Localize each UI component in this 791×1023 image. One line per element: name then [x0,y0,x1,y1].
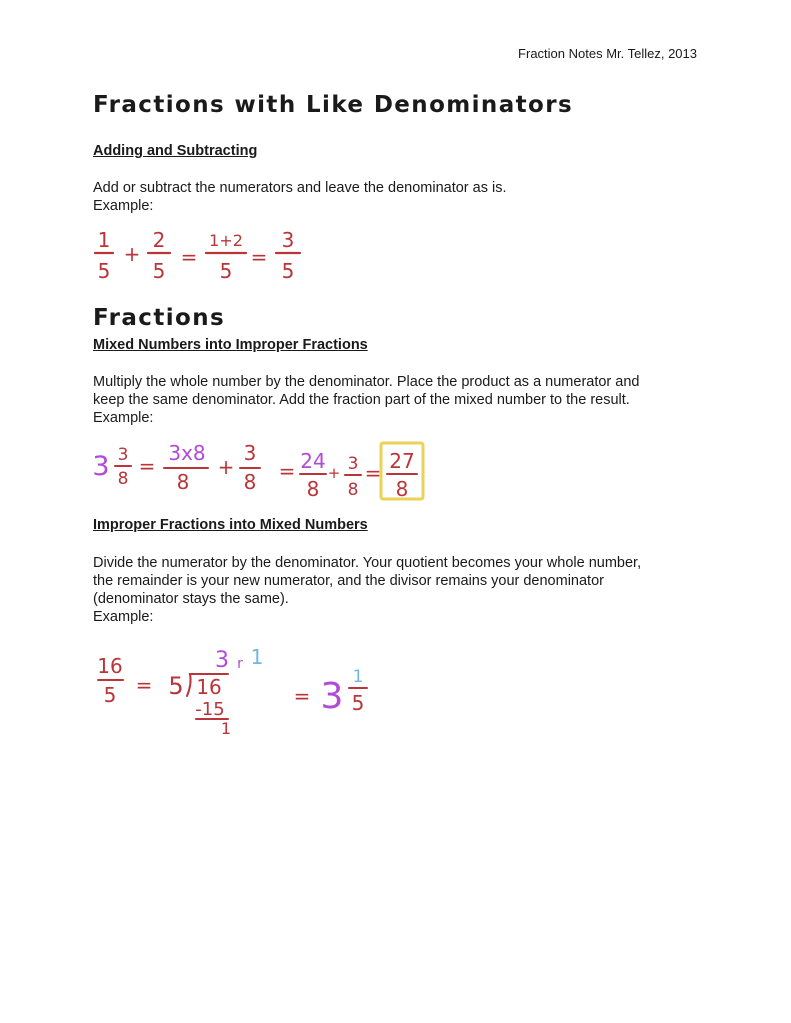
example3-equals: = [135,673,153,697]
long-division-divisor: 5 [168,672,184,700]
example2-denominator: 8 [117,469,129,489]
example3-denominator: 5 [103,683,117,707]
instruction-text [93,179,703,215]
handwritten-example-1 [90,226,320,288]
example2-whole: 3 [92,451,110,482]
example3-equals: = [293,684,311,708]
instruction-line: Add or subtract the numerators and leave the denominator as is. [93,180,507,196]
example1-numerator: 3 [281,228,295,252]
long-division-remainder-mark: r [237,656,243,672]
header-note: Fraction Notes Mr. Tellez, 2013 [518,46,697,61]
example1-numerator: 2 [152,228,166,252]
example-label: Example: [93,198,154,214]
handwritten-example-3 [90,640,380,738]
example1-denominator: 5 [152,259,166,283]
subheading-adding-subtracting: Adding and Subtracting [93,143,258,159]
example1-numerator: 1 [97,228,111,252]
long-division-dividend: 16 [196,675,222,699]
long-division-quotient: 3 [215,648,229,673]
example1-numerator: 1+2 [209,231,243,250]
subheading-mixed-to-improper: Mixed Numbers into Improper Fractions [93,337,368,353]
example1-operator: + [123,242,141,266]
example2-operator: + [217,455,235,479]
example2-numerator: 3 [243,441,257,465]
example3-result-numerator: 1 [352,667,364,687]
example2-numerator: 3 [117,445,129,465]
example2-denominator: 8 [347,480,359,500]
instruction-line: Multiply the whole number by the denominator. Place the product as a numerator and [93,374,640,390]
instruction-line: keep the same denominator. Add the fraction part of the mixed number to the result. [93,392,630,408]
section-title-fractions: Fractions [93,305,226,331]
example2-equals: = [138,454,156,478]
example2-denominator: 8 [306,477,320,501]
example2-operator: + [327,464,341,482]
example3-whole: 3 [320,676,344,717]
example2-equals: = [364,461,382,485]
instruction-line: Divide the numerator by the denominator. Your quotient becomes your whole number, [93,555,642,571]
example2-result-denominator: 8 [395,477,409,501]
long-division-remainder: 1 [250,645,264,669]
example3-result-denominator: 5 [351,691,365,715]
example1-equals: = [180,245,198,269]
handwritten-example-2 [90,438,435,504]
instruction-line: the remainder is your new numerator, and the divisor remains your denominator [93,573,604,589]
example2-numerator: 24 [300,449,326,473]
example1-denominator: 5 [97,259,111,283]
example-label: Example: [93,609,154,625]
example2-denominator: 8 [176,470,190,494]
example-label: Example: [93,410,154,426]
example2-numerator: 3x8 [168,441,206,465]
example2-equals: = [278,459,296,483]
instruction-text [93,373,703,427]
example3-numerator: 16 [97,654,123,678]
example1-denominator: 5 [219,259,233,283]
example1-denominator: 5 [281,259,295,283]
long-division-difference: 1 [220,719,232,738]
long-division-subtract: -15 [195,699,225,720]
subheading-improper-to-mixed: Improper Fractions into Mixed Numbers [93,517,368,533]
example1-equals: = [250,245,268,269]
example2-denominator: 8 [243,470,257,494]
example2-numerator: 3 [347,454,359,474]
instruction-line: (denominator stays the same). [93,591,289,607]
example2-result-numerator: 27 [389,449,415,473]
instruction-text [93,554,703,626]
section-title-like-denominators: Fractions with Like Denominators [93,92,574,118]
